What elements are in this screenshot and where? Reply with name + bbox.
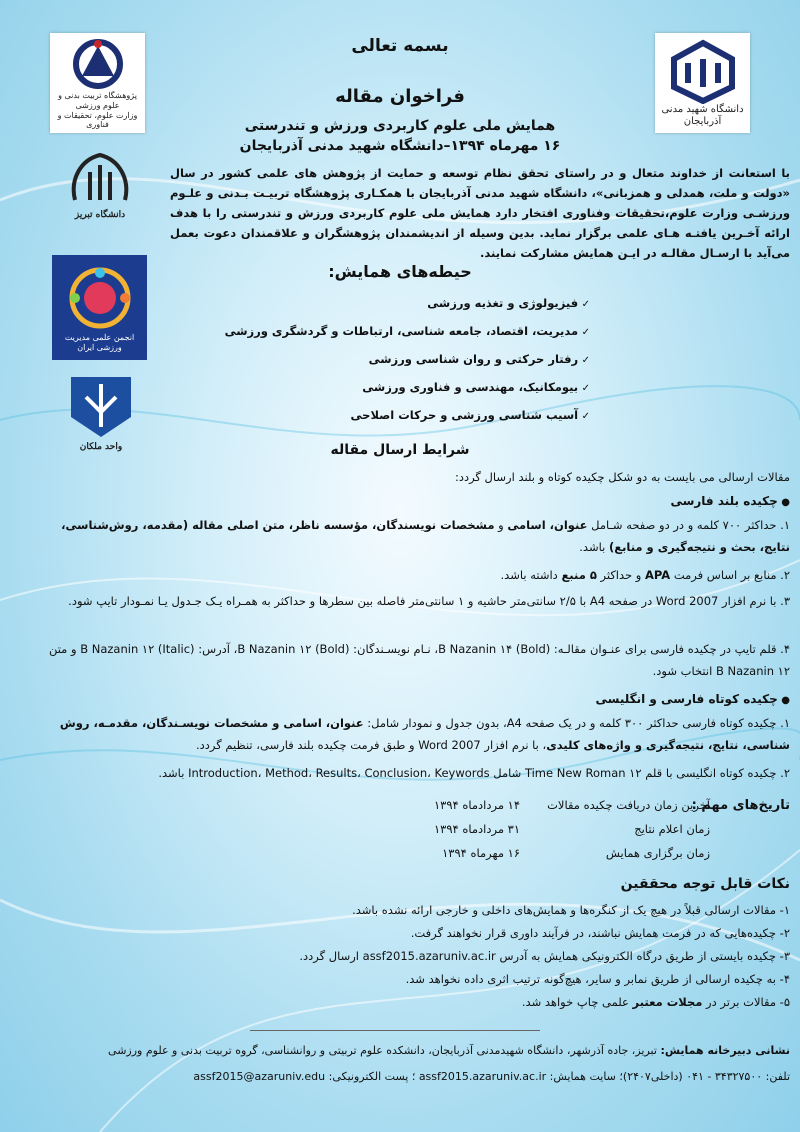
- ministry-caption-2: وزارت علوم، تحقیقات و فناوری: [57, 110, 138, 130]
- note-item: ۲- چکیده‌هایی که در فرمت همایش نباشند، در فرآیند داوری قرار نخواهند گرفت.: [410, 926, 790, 940]
- azad-caption: واحد ملکان: [79, 442, 123, 452]
- intro-paragraph: با استعانت از خداوند متعال و در راستای تحقق نظام توسعه و حمایت از پژوهش های علمی کشور در سال «دولت و ملت، همدلی و همزبانی»، دانشگاه شهید مدنی آذربایجان با همکـاری پژوهشگاه تربیـت بـدنی و علـوم ورزشـی وزارت علوم،تحقیقات وفناوری افتخار دارد همایش ملی علوم کاربردی ورزش و تندرستی را با هدف ارائه آخـرین یافتـه هـای علمی برگزار نماید. بدین وسیله از اندیشمندان پژوهشگران و علاقمندان دعوت بعمل می‌آید با ارسـال مقالـه در ایـن همایش مشارکت نمایند.: [170, 166, 790, 260]
- date-row: زمان اعلام نتایج ۳۱ مردادماه ۱۳۹۴: [433, 822, 710, 836]
- long-rule-1: ۱. حداکثر ۷۰۰ کلمه و در دو صفحه شـامل عنوان، اسامی و مشخصات نویسندگان، مؤسسه ناظر، متن اصلی مقاله (مقدمه، روش‌شناسی، نتایج، بحث و نتیجه‌گیری و منابع) باشد.: [61, 518, 790, 554]
- date-row: زمان برگزاری همایش ۱۶ مهرماه ۱۳۹۴: [442, 846, 710, 860]
- short-rule-1: ۱. چکیده کوتاه فارسی حداکثر ۳۰۰ کلمه و در یک صفحه A4، بدون جدول و نمودار شامل: عنوان، اسامی و مشخصات نویسـندگان، مقدمـه، روش شناسی، نتایج، نتیجه‌گیری و واژه‌های کلیدی، با نرم افزار Word 2007 و طبق فرمت چکیده بلند فارسی، تنظیم گردد.: [59, 716, 790, 752]
- azad-logo: [60, 372, 142, 467]
- area-item: ✓ بیومکانیک، مهندسی و فناوری ورزشی: [190, 377, 590, 405]
- long-abstract-title: ● چکیده بلند فارسی: [40, 490, 790, 514]
- university-logo: [655, 33, 750, 133]
- secretariat-address: نشانی دبیرخانه همایش: تبریز، جاده آذرشهر، دانشگاه شهیدمدنی آذربایجان، دانشکده علوم تربیتی و روانشناسی، گروه تربیت بدنی و علوم ورزشی: [108, 1044, 790, 1057]
- conference-name: همایش ملی علوم کاربردی ورزش و تندرستی: [244, 118, 556, 134]
- conference-date: ۱۶ مهرماه ۱۳۹۴–دانشگاه شهید مدنی آذربایجان: [239, 138, 561, 154]
- area-item: ✓ آسیب شناسی ورزشی و حرکات اصلاحی: [190, 405, 590, 433]
- conditions-title: شرایط ارسال مقاله: [330, 442, 470, 458]
- note-item: ۳- چکیده بایستی از طریق درگاه الکترونیکی همایش به آدرس assf2015.azaruniv.ac.ir ارسال گردد.: [299, 949, 790, 963]
- tabriz-caption: دانشگاه تبریز: [74, 210, 126, 220]
- short-rule-2: ۲. چکیده کوتاه انگلیسی با قلم Time New Roman ۱۲ شامل Introduction، Method، Results، Conclusion، Keywords باشد.: [158, 766, 790, 780]
- short-abstract-title: ● چکیده کوتاه فارسی و انگلیسی: [40, 688, 790, 712]
- long-rule-2: ۲. منابع بر اساس فرمت APA و حداکثر ۵ منبع داشته باشد.: [500, 568, 790, 582]
- basmala: بسمه تعالی: [351, 36, 449, 56]
- association-emblem-icon: [65, 263, 135, 333]
- note-item: ۱- مقالات ارسالی قبلاً در هیچ یک از کنگره‌ها و همایش‌های داخلی و خارجی ارائه نشده باشد.: [352, 903, 790, 917]
- tabriz-logo: [55, 150, 145, 230]
- association-logo: [52, 255, 147, 360]
- notes-list: [200, 900, 790, 1015]
- note-item: ۵- مقالات برتر در مجلات معتبر علمی چاپ خواهد شد.: [521, 995, 790, 1009]
- ministry-caption-1: پژوهشگاه تربیت بدنی و علوم ورزشی: [58, 91, 137, 110]
- area-item: ✓ مدیریت، اقتصاد، جامعه شناسی، ارتباطات و گردشگری ورزشی: [190, 321, 590, 349]
- footer-divider: [250, 1030, 540, 1031]
- university-emblem-icon: [668, 39, 738, 104]
- dates-label: تاریخ‌های مهم :: [691, 798, 790, 813]
- contact-info: تلفن: ۳۴۳۲۷۵۰۰ - ۰۴۱ (داخلی۲۴۰۷)؛ سایت همایش: assf2015.azaruniv.ac.ir ؛ پست الکترونیکی: assf2015@azaruniv.edu: [193, 1070, 790, 1083]
- date-row: آخرین زمان دریافت چکیده مقالات ۱۴ مردادماه ۱۳۹۴: [433, 798, 710, 812]
- long-rule-3: ۳. با نرم افزار Word 2007 در صفحه A4 با ۲/۵ سانتی‌متر حاشیه و ۱ سانتی‌متر فاصله بین سطرها و حداکثر به همـراه یـک جـدول یـا نمـودار تایپ شود.: [68, 594, 790, 608]
- ministry-logo: [50, 33, 145, 133]
- tabriz-emblem-icon: [65, 150, 135, 210]
- long-rule-4: ۴. قلم تایپ در چکیده فارسی برای عنـوان مقالـه: B Nazanin ۱۴ (Bold)، نـام نویسـندگان: B Nazanin ۱۲ (Bold)، آدرس: B Nazanin ۱۲ (Italic) و متن B Nazanin ۱۲ انتخاب شود.: [48, 642, 790, 678]
- areas-list: [190, 293, 590, 433]
- association-caption: انجمن علمی مدیریت ورزشی ایران: [64, 332, 135, 352]
- important-dates: [250, 798, 790, 868]
- conditions-lead: مقالات ارسالی می بایست به دو شکل چکیده کوتاه و بلند ارسال گردد:: [454, 470, 790, 484]
- azad-emblem-icon: [66, 372, 136, 442]
- ministry-emblem-icon: [68, 36, 128, 91]
- area-item: ✓ فیزیولوژی و تغذیه ورزشی: [190, 293, 590, 321]
- note-item: ۴- به چکیده ارسالی از طریق نمابر و سایر، هیچ‌گونه ترتیب اثری داده نخواهد شد.: [405, 972, 790, 986]
- area-item: ✓ رفتار حرکتی و روان شناسی ورزشی: [190, 349, 590, 377]
- areas-title: حیطه‌های همایش:: [328, 262, 472, 281]
- university-caption: دانشگاه شهید مدنی آذربایجان: [661, 103, 744, 127]
- notes-title: نکات قابل توجه محققین: [620, 876, 790, 892]
- call-title: فراخوان مقاله: [335, 86, 465, 107]
